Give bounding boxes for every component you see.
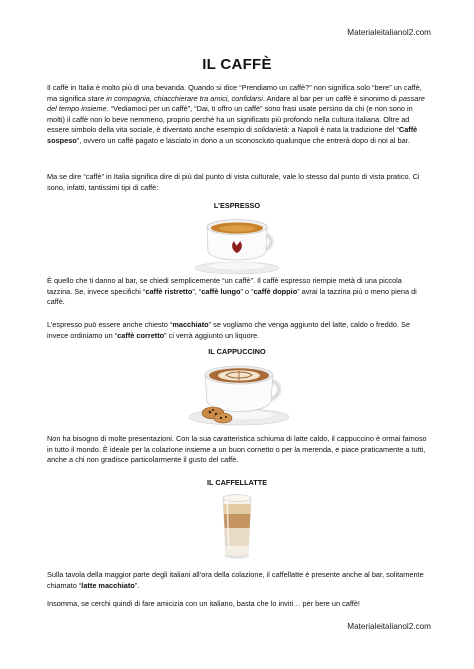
bold-term: caffè lungo [201, 286, 241, 296]
cappuccino-cup-image [183, 361, 291, 427]
text-run: : a Napoli è nata la tradizione del “ [287, 125, 399, 135]
text-run: ” avrai la tazzina più o meno piena di caffè. [47, 286, 417, 307]
bold-term: latte macchiato [81, 580, 135, 590]
intro-paragraph-2 [47, 172, 429, 193]
page-title: IL CAFFÈ [202, 56, 272, 73]
text-run: ”, “ [192, 286, 202, 296]
bold-term: caffè corretto [117, 330, 165, 340]
text-run: È quello che ti danno al bar, se chiedi semplicemente “un caffè”. Il caffè espresso riempie metà di una piccola tazzina. Se, invece specifichi “ [47, 276, 402, 296]
bold-term: caffè doppio [253, 286, 298, 296]
espresso-paragraph-2 [47, 320, 429, 341]
text-run: . Andare al bar per un caffè è sinonimo di [262, 93, 399, 103]
text-run: . “Vediamoci per un caffè”, “Dai, ti offro un caffè” sono frasi usate persino da chi (e non sono in molti) il caffè non lo beve nemmeno, proprio perchè ha un significato più profondo nella cultura italiana. Oltre ad essere simbolo della vita sociale, è diventato anche esempio di [47, 104, 413, 135]
bold-term: Caffè sospeso [47, 125, 418, 145]
heading-cappuccino: IL CAPPUCCINO [208, 347, 266, 356]
text-run: ” o “ [240, 286, 254, 296]
closing-paragraph [47, 599, 429, 610]
text-run: ” ci verrà aggiunto un liquore. [164, 330, 260, 340]
caffellatte-glass-image [217, 492, 257, 560]
cappuccino-paragraph [47, 434, 429, 466]
italic-phrase: passare del tempo insieme [47, 93, 425, 114]
text-run: ”. [134, 580, 140, 590]
site-footer: Materialeitalianol2.com [347, 622, 431, 631]
espresso-cup-image [190, 213, 282, 275]
text-run: Insomma, se cerchi quindi di fare amicizia con un italiano, basta che lo inviti… per bere un caffè! [47, 599, 360, 608]
text-run: ”, ovvero un caffè pagato e lasciato in dono a un sconosciuto qualunque che entrerà dopo di noi al bar. [76, 135, 410, 145]
text-run: L’espresso può essere anche chiesto “ [47, 320, 173, 329]
bold-term: macchiato [172, 320, 209, 329]
text-run: Ma se dire “caffè” in Italia significa dire di più dal punto di vista culturale, vale lo stesso dal punto di vista pratico. Ci sono, infatti, tantissimi tipi di caffè: [47, 172, 420, 192]
heading-caffellatte: IL CAFFELLATTE [206, 478, 268, 487]
text-run: Il caffè in Italia è molto più di una bevanda. Quando si dice “Prendiamo un caffè?” non significa solo “bere” un caffè, ma significa [47, 83, 422, 103]
italic-phrase: stare in compagnia, chiacchierare tra amici, confidarsi [87, 93, 263, 103]
bold-term: caffè ristretto [145, 286, 193, 296]
caffellatte-paragraph [47, 570, 429, 591]
espresso-paragraph-1 [47, 276, 429, 308]
site-header: Materialeitalianol2.com [347, 28, 431, 37]
text-run: ” se vogliamo che venga aggiunto del latte, caldo o freddo. Se invece ordiniamo un “ [47, 320, 410, 340]
intro-paragraph [47, 83, 429, 147]
text-run: Sulla tavola della maggior parte degli italiani all’ora della colazione, il caffellatte è presente anche al bar, solitamente chiamato “ [47, 570, 424, 590]
heading-espresso: L’ESPRESSO [213, 201, 261, 210]
italic-phrase: solidarietà [253, 125, 288, 135]
text-run: Non ha bisogno di molte presentazioni. Con la sua caratteristica schiuma di latte caldo, il cappuccino è ormai famoso in tutto il mondo. È ideale per la colazione insieme a un buon cornetto o per la merenda, e piace praticamente a tutti, anche a chi non gradisce particolarmente il gusto del caffè. [47, 434, 427, 465]
